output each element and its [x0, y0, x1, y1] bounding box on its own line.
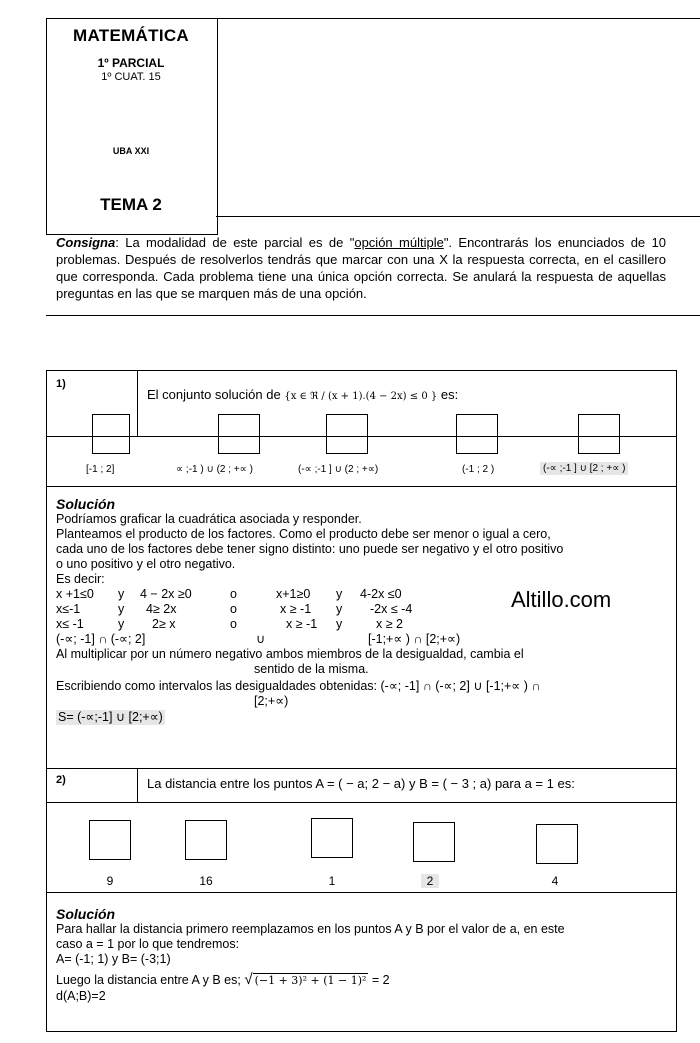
- watermark: Altillo.com: [511, 587, 612, 612]
- case-2-b: 4≥ 2x: [146, 602, 177, 616]
- p1-note-line-1: Al multiplicar por un número negativo ambos miembros de la desigualdad, cambia el: [56, 647, 524, 661]
- p1-interval-left: (-∝; -1] ∩ (-∝; 2]: [56, 632, 146, 646]
- term-label: 1º CUAT. 15: [101, 71, 161, 83]
- instructions-rule: [46, 315, 700, 316]
- case-3-o: o: [230, 617, 237, 631]
- p2-number-divider: [137, 768, 138, 802]
- case-1-c: x+1≥0: [276, 587, 311, 601]
- p1-option-2: ∝ ;-1 ) ∪ (2 ; +∝ ): [176, 464, 253, 475]
- tema-label: TEMA 2: [100, 195, 162, 214]
- p2-answer-box-1[interactable]: [89, 820, 131, 860]
- instructions-label: Consigna: [56, 235, 116, 250]
- p2-option-2: 16: [199, 874, 213, 888]
- p1-note-line-2: sentido de la misma.: [254, 662, 369, 676]
- p1-write-line-1: Escribiendo como intervalos las desigualdades obtenidas: (-∝; -1] ∩ (-∝; 2] ∪ [-1;+∝ ) ∩: [56, 679, 541, 693]
- case-1-d: 4-2x ≤0: [360, 587, 402, 601]
- case-3-b: 2≥ x: [152, 617, 176, 631]
- p1-solution-line-3: cada uno de los factores debe tener signo distinto: uno puede ser negativo y el otro positivo: [56, 542, 564, 556]
- instructions-link: opción múltiple: [354, 235, 444, 250]
- p2-answer-box-3[interactable]: [311, 818, 353, 858]
- p2-solution-line-1: Para hallar la distancia primero reemplazamos en los puntos A y B por el valor de a, en este: [56, 922, 565, 936]
- p2-option-1: 9: [106, 874, 114, 888]
- p1-number: 1): [56, 378, 66, 390]
- sqrt-symbol: √: [244, 971, 253, 988]
- p2-distance-line: [56, 972, 390, 988]
- p2-question: La distancia entre los puntos A = ( − a; 2 − a) y B = ( − 3 ; a) para a = 1 es:: [147, 776, 575, 791]
- p2-solution-title: Solución: [56, 906, 116, 922]
- case-2-a: x≤-1: [56, 602, 81, 616]
- p2-answer-box-5[interactable]: [536, 824, 578, 864]
- case-2-d: -2x ≤ -4: [370, 602, 413, 616]
- exam-label: 1º PARCIAL: [97, 56, 165, 70]
- p1-answer-box-2[interactable]: [218, 414, 260, 454]
- p2-answer-box-2[interactable]: [185, 820, 227, 860]
- p2-top-rule: [46, 768, 677, 769]
- p1-option-4: (-1 ; 2 ): [462, 464, 495, 475]
- case-3-y2: y: [336, 617, 343, 631]
- case-3-c: x ≥ -1: [286, 617, 318, 631]
- case-1-o: o: [230, 587, 237, 601]
- p2-distance-radicand: (−1 + 3)² + (1 − 1)²: [254, 974, 367, 987]
- p1-question-suffix: es:: [440, 387, 459, 402]
- p1-result: S= (-∝;-1] ∪ [2;+∝): [58, 710, 163, 724]
- institution-label: UBA XXI: [112, 146, 150, 156]
- case-3-d: x ≥ 2: [376, 617, 404, 631]
- p1-write-line-2: [2;+∝): [254, 694, 289, 708]
- p2-final: d(A;B)=2: [56, 989, 106, 1003]
- case-3-a: x≤ -1: [56, 617, 84, 631]
- p1-solution-line-2: Planteamos el producto de los factores. Como el producto debe ser menor o igual a cero,: [56, 527, 551, 541]
- p1-answer-box-5[interactable]: [578, 414, 620, 454]
- subject-title: MATEMÁTICA: [73, 26, 189, 45]
- instructions: [56, 234, 666, 302]
- instructions-text-2: ". Encontrarás los enunciados de 10 problemas. Después de resolverlos tendrás que marcar con una X la respuesta correcta, en el casillero que corresponda. Cada problema tiene una única opción correcta. Se anulará la respuesta de aquellas preguntas en las que se marquen más de una opción.: [56, 235, 666, 301]
- p2-options-rule: [46, 892, 677, 893]
- p2-solution-line-2: caso a = 1 por lo que tendremos:: [56, 937, 240, 951]
- p1-solution-line-1: Podríamos graficar la cuadrática asociada y responder.: [56, 512, 362, 526]
- p2-distance-result: = 2: [371, 973, 390, 987]
- p1-answer-box-4[interactable]: [456, 414, 498, 454]
- p1-answer-box-1[interactable]: [92, 414, 130, 454]
- case-2-c: x ≥ -1: [280, 602, 312, 616]
- p2-number: 2): [56, 774, 66, 786]
- p1-option-1: [-1 ; 2]: [86, 464, 115, 475]
- p1-question-prefix: El conjunto solución de: [147, 387, 281, 402]
- case-2-o: o: [230, 602, 237, 616]
- p1-option-3: (-∝ ;-1 ] ∪ (2 ; +∝): [298, 464, 379, 475]
- case-3-y1: y: [118, 617, 125, 631]
- header-divider: [216, 216, 700, 217]
- p2-distance-prefix: Luego la distancia entre A y B es;: [56, 973, 241, 987]
- p1-question: [147, 387, 458, 402]
- case-1-b: 4 − 2x ≥0: [140, 587, 192, 601]
- p1-number-divider: [137, 370, 138, 436]
- case-1-a: x +1≤0: [56, 587, 94, 601]
- p1-question-set: {x ∈ ℜ / (x + 1).(4 − 2x) ≤ 0 }: [284, 391, 438, 402]
- instructions-text-1: : La modalidad de este parcial es de ": [115, 235, 355, 250]
- p1-solution-line-5: Es decir:: [56, 572, 105, 586]
- p2-answer-box-4[interactable]: [413, 822, 455, 862]
- p1-solution-line-4: o uno positivo y el otro negativo.: [56, 557, 236, 571]
- case-1-y1: y: [118, 587, 125, 601]
- p1-solution-title: Solución: [56, 496, 116, 512]
- p2-solution-line-3: A= (-1; 1) y B= (-3;1): [56, 952, 171, 966]
- p2-question-rule: [46, 802, 677, 803]
- p1-answer-box-3[interactable]: [326, 414, 368, 454]
- p2-option-3: 1: [328, 874, 336, 888]
- case-2-y1: y: [118, 602, 125, 616]
- p2-option-5: 4: [551, 874, 559, 888]
- p1-interval-right: [-1;+∝ ) ∩ [2;+∝): [368, 632, 461, 646]
- p1-option-5: (-∝ ;-1 ] ∪ [2 ; +∝ ): [540, 462, 628, 475]
- p1-interval-union: ∪: [256, 632, 266, 646]
- p1-options-rule: [46, 486, 677, 487]
- p2-option-4: 2: [421, 874, 439, 888]
- case-1-y2: y: [336, 587, 343, 601]
- case-2-y2: y: [336, 602, 343, 616]
